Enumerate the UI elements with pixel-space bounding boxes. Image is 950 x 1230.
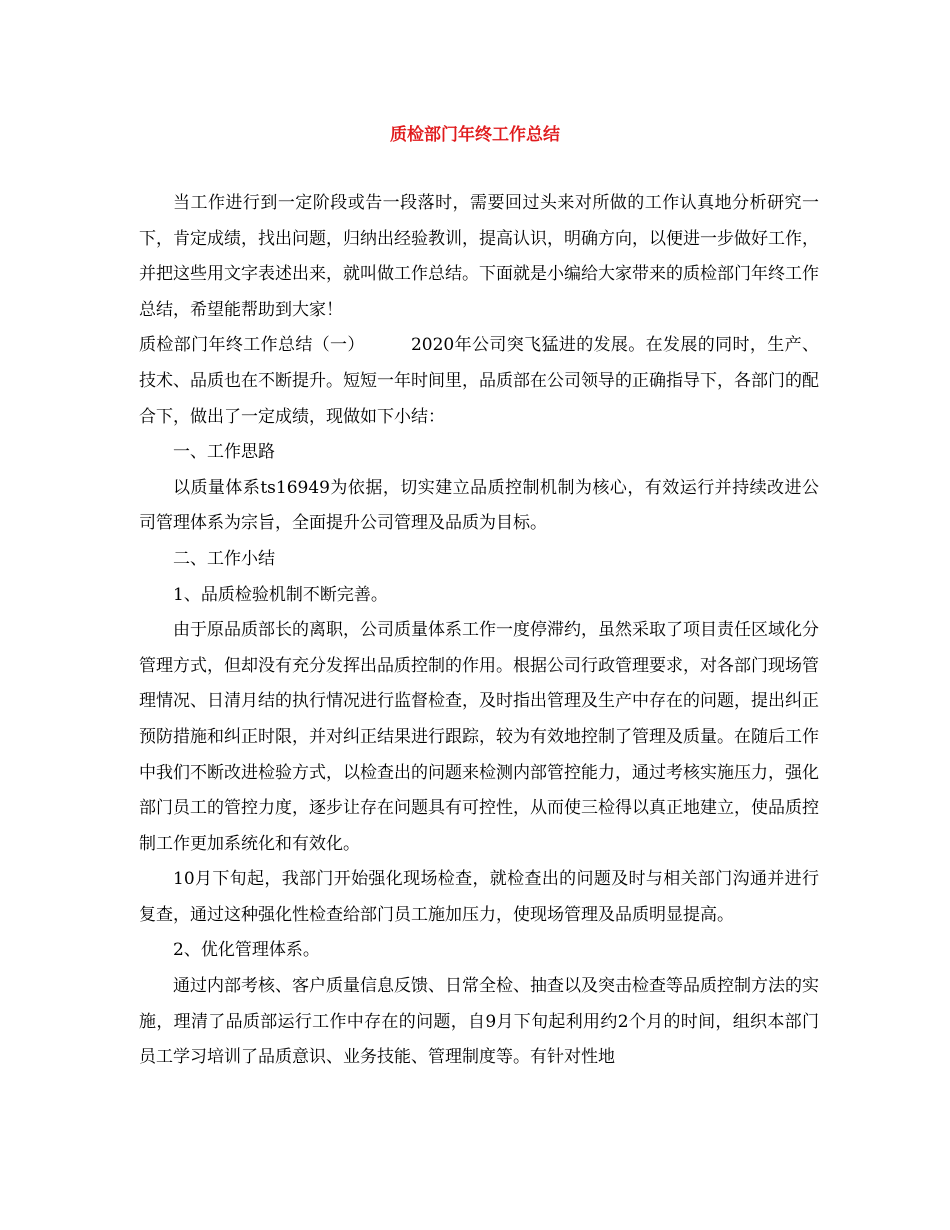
october-paragraph: 10月下旬起，我部门开始强化现场检查，就检查出的问题及时与相关部门沟通并进行复查，通过这种强化性检查给部门员工施加压力，使现场管理及品质明显提高。 <box>139 869 819 925</box>
inspection-mechanism-paragraph: 由于原品质部长的离职，公司质量体系工作一度停滞约，虽然采取了项目责任区域化分管理方式，但却没有充分发挥出品质控制的作用。根据公司行政管理要求，对各部门现场管理情况、日清月结的执行情况进行监督检查，及时指出管理及生产中存在的问题，提出纠正预防措施和纠正时限，并对纠正结果进行跟踪，较为有效地控制了管理及质量。在随后工作中我们不断改进检验方式，以检查出的问题来检测内部管控能力，通过考核实施压力，强化部门员工的管控力度，逐步让存在问题具有可控性，从而使三检得以真正地建立，使品质控制工作更加系统化和有效化。 <box>139 620 819 854</box>
section-one-intro-paragraph: 质检部门年终工作总结（一） 2020年公司突飞猛进的发展。在发展的同时，生产、技术、品质也在不断提升。短短一年时间里，品质部在公司领导的正确指导下，各部门的配合下，做出了一定成绩，现做如下小结： <box>139 335 819 427</box>
optimize-system-paragraph: 通过内部考核、客户质量信息反馈、日常全检、抽查以及突击检查等品质控制方法的实施，理清了品质部运行工作中存在的问题，自9月下旬起利用约2个月的时间，组织本部门员工学习培训了品质意识、业务技能、管理制度等。有针对性地 <box>139 976 819 1068</box>
heading-work-approach: 一、工作思路 <box>173 442 275 463</box>
heading-work-summary: 二、工作小结 <box>173 548 275 569</box>
intro-paragraph: 当工作进行到一定阶段或告一段落时，需要回过头来对所做的工作认真地分析研究一下，肯定成绩，找出问题，归纳出经验教训，提高认识，明确方向，以便进一步做好工作，并把这些用文字表述出来，就叫做工作总结。下面就是小编给大家带来的质检部门年终工作总结，希望能帮助到大家！ <box>139 193 819 320</box>
subheading-inspection-mechanism: 1、品质检验机制不断完善。 <box>173 584 388 605</box>
document-title: 质检部门年终工作总结 <box>390 125 560 145</box>
work-approach-paragraph: 以质量体系ts16949为依据，切实建立品质控制机制为核心，有效运行并持续改进公司管理体系为宗旨，全面提升公司管理及品质为目标。 <box>139 477 819 534</box>
document-body <box>139 186 819 1076</box>
subheading-optimize-system: 2、优化管理体系。 <box>173 940 320 961</box>
